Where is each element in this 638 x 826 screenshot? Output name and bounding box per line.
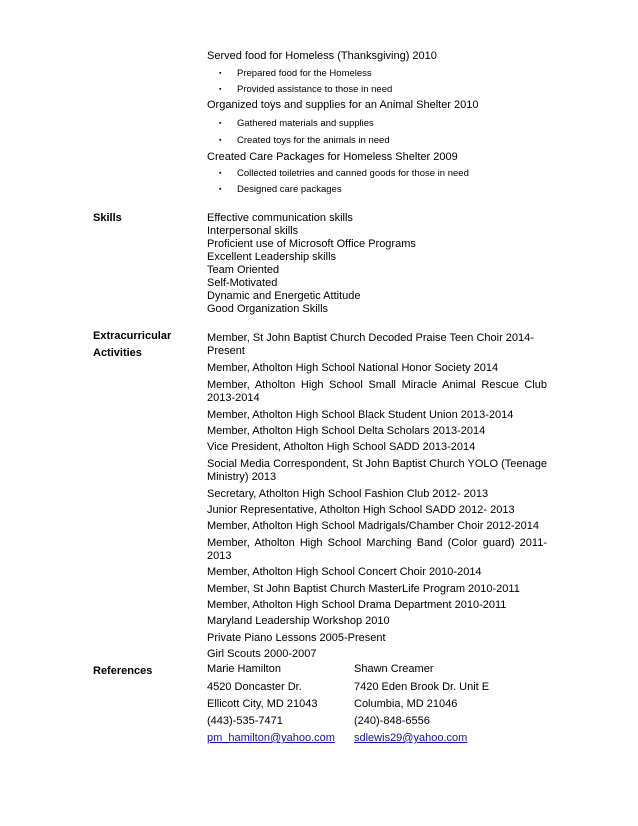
activity-item: Member, Atholton High School Marching Band (Color guard) 2011-: [207, 537, 547, 549]
skill-item: Dynamic and Energetic Attitude: [207, 290, 361, 302]
activity-item: Member, St John Baptist Church Decoded Praise Teen Choir 2014-: [207, 332, 534, 344]
volunteer-title-1: Served food for Homeless (Thanksgiving) 2010: [207, 50, 437, 62]
activity-item: Member, Atholton High School Small Miracle Animal Rescue Club: [207, 379, 547, 391]
activity-item-cont: 2013-2014: [207, 392, 260, 404]
activity-item: Girl Scouts 2000-2007: [207, 648, 317, 660]
reference-1-name: Marie Hamilton: [207, 663, 281, 675]
skill-item: Interpersonal skills: [207, 225, 299, 237]
activity-item: Member, St John Baptist Church MasterLife Program 2010-2011: [207, 583, 520, 595]
reference-2-city: Columbia, MD 21046: [354, 698, 458, 710]
activity-item: Member, Atholton High School National Honor Society 2014: [207, 362, 499, 374]
bullet-icon: ▪: [219, 186, 222, 193]
reference-1-phone: (443)-535-7471: [207, 715, 283, 727]
activity-item: Junior Representative, Atholton High School SADD 2012- 2013: [207, 504, 515, 516]
volunteer-bullet: ▪ Gathered materials and supplies: [219, 118, 374, 129]
activity-item: Member, Atholton High School Delta Scholars 2013-2014: [207, 425, 486, 437]
bullet-icon: ▪: [219, 86, 222, 93]
activity-item-cont: 2013: [207, 550, 232, 562]
activity-item: Secretary, Atholton High School Fashion Club 2012- 2013: [207, 488, 489, 500]
volunteer-title-3: Created Care Packages for Homeless Shelter 2009: [207, 151, 458, 163]
activity-item: Maryland Leadership Workshop 2010: [207, 615, 390, 627]
skill-item: Proficient use of Microsoft Office Programs: [207, 238, 416, 250]
bullet-icon: ▪: [219, 170, 222, 177]
activity-item-cont: Present: [207, 345, 245, 357]
references-heading: References: [93, 665, 153, 677]
reference-2-name: Shawn Creamer: [354, 663, 434, 675]
bullet-icon: ▪: [219, 120, 222, 127]
volunteer-bullet: ▪ Collected toiletries and canned goods for those in need: [219, 168, 469, 179]
volunteer-bullet: ▪ Created toys for the animals in need: [219, 135, 390, 146]
activity-item: Member, Atholton High School Madrigals/Chamber Choir 2012-2014: [207, 520, 540, 532]
reference-2-phone: (240)-848-6556: [354, 715, 430, 727]
extracurricular-heading-line1: Extracurricular: [93, 330, 172, 342]
activity-item-cont: Ministry) 2013: [207, 471, 277, 483]
skill-item: Excellent Leadership skills: [207, 251, 337, 263]
skills-heading: Skills: [93, 212, 122, 224]
bullet-icon: ▪: [219, 70, 222, 77]
volunteer-bullet: ▪ Provided assistance to those in need: [219, 84, 393, 95]
activity-item: Member, Atholton High School Drama Department 2010-2011: [207, 599, 507, 611]
skill-item: Good Organization Skills: [207, 303, 329, 315]
reference-1-email-link[interactable]: pm_hamilton@yahoo.com: [207, 732, 335, 744]
extracurricular-heading-line2: Activities: [93, 347, 142, 359]
bullet-icon: ▪: [219, 137, 222, 144]
volunteer-bullet: ▪ Prepared food for the Homeless: [219, 68, 372, 79]
reference-1-address: 4520 Doncaster Dr.: [207, 681, 302, 693]
skill-item: Effective communication skills: [207, 212, 353, 224]
reference-2-address: 7420 Eden Brook Dr. Unit E: [354, 681, 490, 693]
activity-item: Member, Atholton High School Concert Choir 2010-2014: [207, 566, 482, 578]
reference-1-city: Ellicott City, MD 21043: [207, 698, 318, 710]
activity-item: Vice President, Atholton High School SADD 2013-2014: [207, 441, 476, 453]
reference-2-email-link[interactable]: sdlewis29@yahoo.com: [354, 732, 468, 744]
activity-item: Social Media Correspondent, St John Baptist Church YOLO (Teenage: [207, 458, 547, 470]
skill-item: Self-Motivated: [207, 277, 278, 289]
volunteer-bullet: ▪ Designed care packages: [219, 184, 342, 195]
volunteer-title-2: Organized toys and supplies for an Animal Shelter 2010: [207, 99, 479, 111]
activity-item: Private Piano Lessons 2005-Present: [207, 632, 386, 644]
skill-item: Team Oriented: [207, 264, 280, 276]
activity-item: Member, Atholton High School Black Student Union 2013-2014: [207, 409, 514, 421]
